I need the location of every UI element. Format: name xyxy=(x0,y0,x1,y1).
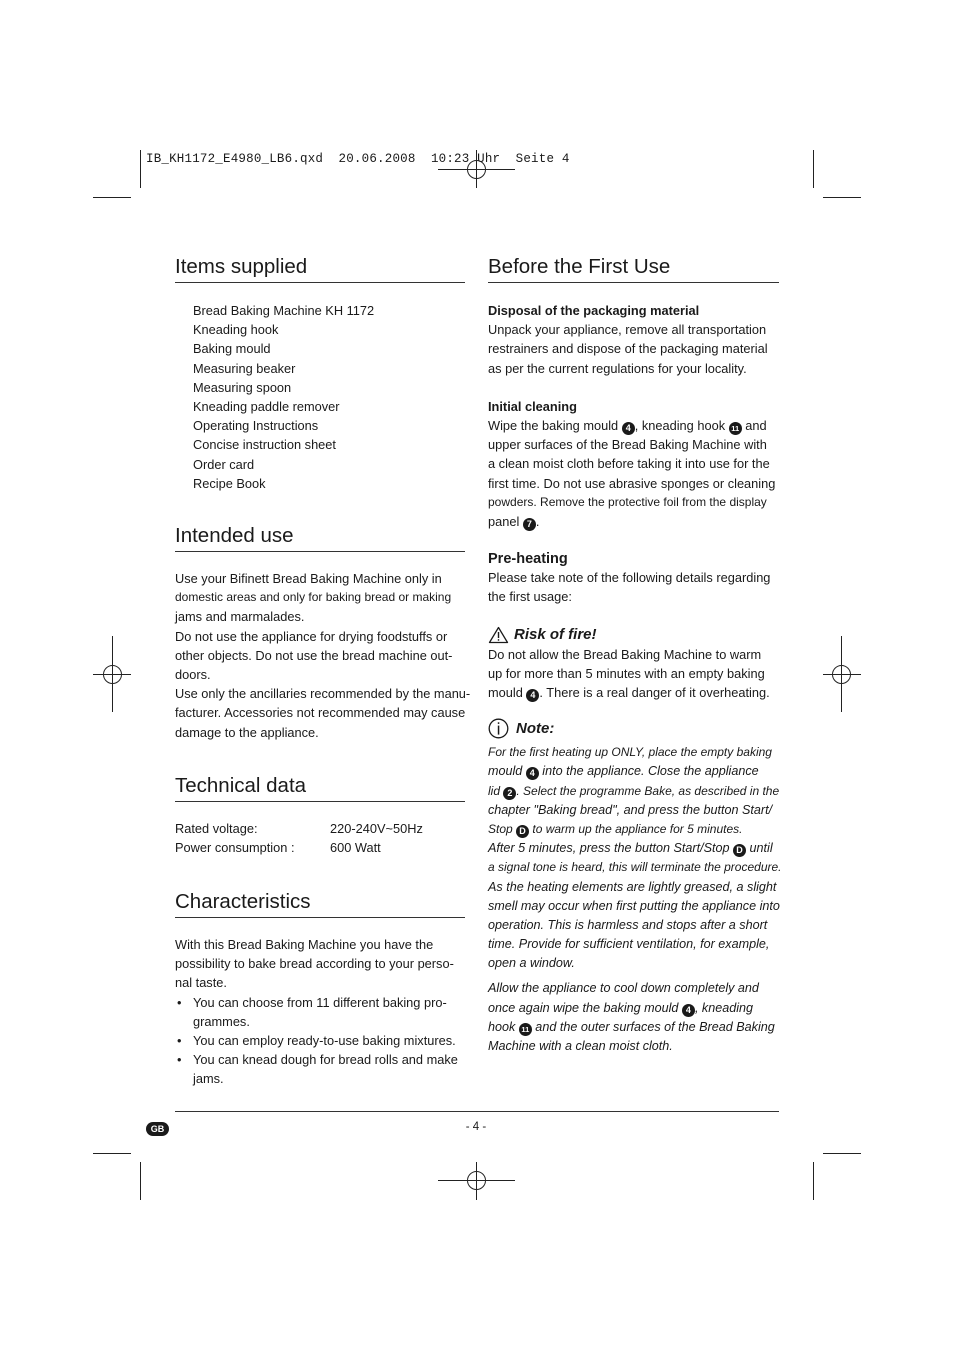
risk-heading-row xyxy=(488,625,779,645)
list-item: Measuring spoon xyxy=(193,379,292,395)
list-item: Measuring beaker xyxy=(193,360,296,376)
note-text xyxy=(488,744,782,1057)
start-stop-d-icon: D xyxy=(733,844,746,857)
characteristics-text xyxy=(175,935,465,1089)
start-stop-d-icon: D xyxy=(516,825,529,838)
bullet-continuation: grammes. xyxy=(193,1013,250,1029)
part-number-11-icon: 11 xyxy=(519,1023,532,1036)
text-line: operation. This is harmless and stops after a short xyxy=(488,917,768,932)
spec-label: Power consumption : xyxy=(175,840,295,856)
intended-use-title: Intended use xyxy=(175,523,465,552)
items-supplied-title: Items supplied xyxy=(175,254,465,283)
part-number-4-icon: 4 xyxy=(526,767,539,780)
note-block xyxy=(488,716,782,1057)
text-line: a clean moist cloth before taking it into use for the xyxy=(488,456,770,472)
text-line: nal taste. xyxy=(175,975,227,991)
print-slug: IB_KH1172_E4980_LB6.qxd 20.06.2008 10:23 Uhr Seite 4 xyxy=(146,152,570,166)
text-line: Unpack your appliance, remove all transportation xyxy=(488,322,767,338)
part-number-4-icon: 4 xyxy=(682,1004,695,1017)
text-line: lid 2 . Select the programme Bake, as described in the xyxy=(488,783,780,798)
text-line: With this Bread Baking Machine you have the xyxy=(175,937,434,952)
characteristics-title: Characteristics xyxy=(175,889,465,918)
text-line: facturer. Accessories not recommended may cause xyxy=(175,705,466,721)
note-heading-row xyxy=(488,716,779,740)
text-line: As the heating elements are lightly greased, a slight xyxy=(488,879,777,894)
text-line: smell may occur when first putting the appliance into xyxy=(488,898,780,913)
text-line: Allow the appliance to cool down completely and xyxy=(488,981,759,996)
text-line: jams and marmalades. xyxy=(175,609,305,625)
list-item: Kneading paddle remover xyxy=(193,398,340,414)
list-item: Concise instruction sheet xyxy=(193,437,336,453)
first-use-section xyxy=(488,254,782,1057)
bullet-continuation: jams. xyxy=(193,1071,224,1087)
disposal-block xyxy=(488,301,779,378)
text-line: first time. Do not use abrasive sponges or cleaning xyxy=(488,475,776,491)
items-list xyxy=(175,301,465,493)
text-line: up for more than 5 minutes with an empty baking xyxy=(488,665,765,681)
text-line: For the first heating up ONLY, place the empty baking xyxy=(488,745,772,760)
items-supplied-section xyxy=(175,254,465,493)
text-line: powders. Remove the protective foil from the display xyxy=(488,494,767,509)
text-line: mould 4 . There is a real danger of it overheating. xyxy=(488,685,770,700)
technical-data-title: Technical data xyxy=(175,773,465,802)
cleaning-heading: Initial cleaning xyxy=(488,398,577,414)
technical-data-section xyxy=(175,773,465,857)
text-line: open a window. xyxy=(488,956,575,971)
part-number-4-icon: 4 xyxy=(526,689,539,702)
spec-value: 600 Watt xyxy=(330,840,381,856)
bullet-item: • You can employ ready-to-use baking mixtures. xyxy=(175,1031,465,1050)
part-number-11-icon: 11 xyxy=(729,422,742,435)
text-line: Use only the ancillaries recommended by the manu- xyxy=(175,686,471,702)
text-line: damage to the appliance. xyxy=(175,724,319,740)
text-line: panel 7 . xyxy=(488,513,540,529)
text-line: once again wipe the baking mould 4 , kneading xyxy=(488,1000,754,1015)
text-line: Stop D to warm up the appliance for 5 minutes. xyxy=(488,821,743,836)
preheating-heading: Pre-heating xyxy=(488,551,568,568)
part-number-4-icon: 4 xyxy=(622,422,635,435)
page-number: - 4 - xyxy=(465,1121,487,1133)
text-line: Please take note of the following details regarding xyxy=(488,570,771,586)
text-line: the first usage: xyxy=(488,589,572,605)
table-row xyxy=(175,838,465,857)
text-line: restrainers and dispose of the packaging material xyxy=(488,341,768,357)
list-item: Bread Baking Machine KH 1172 xyxy=(193,303,375,318)
text-line: Wipe the baking mould 4 , kneading hook 11 and xyxy=(488,417,767,433)
spec-value: 220-240V~50Hz xyxy=(330,821,423,836)
risk-block xyxy=(488,625,779,703)
text-line: After 5 minutes, press the button Start/Stop D until xyxy=(488,841,773,856)
text-line: Do not use the appliance for drying foodstuffs or xyxy=(175,628,448,644)
list-item: Recipe Book xyxy=(193,475,266,491)
text-line: Use your Bifinett Bread Baking Machine only in xyxy=(175,571,442,586)
note-heading: Note: xyxy=(516,719,555,737)
footer-rule xyxy=(175,1111,779,1112)
info-icon xyxy=(488,718,509,739)
technical-data-table xyxy=(175,819,465,857)
spec-label: Rated voltage: xyxy=(175,821,258,836)
part-number-7-icon: 7 xyxy=(523,518,536,531)
intended-use-text xyxy=(175,569,471,742)
table-row xyxy=(175,819,465,838)
text-line: other objects. Do not use the bread machine out- xyxy=(175,647,453,663)
first-use-title: Before the First Use xyxy=(488,254,779,283)
cleaning-block xyxy=(488,397,779,531)
risk-heading: Risk of fire! xyxy=(514,626,597,644)
text-line: Do not allow the Bread Baking Machine to warm xyxy=(488,646,762,662)
text-line: a signal tone is heard, this will terminate the procedure. xyxy=(488,860,782,875)
text-line: domestic areas and only for baking bread or making xyxy=(175,590,452,605)
disposal-heading: Disposal of the packaging material xyxy=(488,303,700,318)
list-item: Operating Instructions xyxy=(193,418,319,434)
list-item: Kneading hook xyxy=(193,322,279,338)
text-line: Machine with a clean moist cloth. xyxy=(488,1039,673,1053)
text-line: as per the current regulations for your locality. xyxy=(488,360,747,376)
text-line: doors. xyxy=(175,666,211,682)
part-number-2-icon: 2 xyxy=(503,787,516,800)
text-line: time. Provide for sufficient ventilation, for example, xyxy=(488,937,770,952)
bullet-item: • You can knead dough for bread rolls and make xyxy=(175,1050,465,1069)
language-badge: GB xyxy=(146,1122,169,1136)
text-line: upper surfaces of the Bread Baking Machine with xyxy=(488,437,767,453)
text-line: possibility to bake bread according to your perso- xyxy=(175,956,454,972)
intended-use-section xyxy=(175,523,471,742)
preheating-block xyxy=(488,549,779,607)
characteristics-section xyxy=(175,889,465,1089)
text-line: mould 4 into the appliance. Close the appliance xyxy=(488,764,759,779)
warning-triangle-icon xyxy=(488,626,509,644)
text-line: hook 11 and the outer surfaces of the Bread Baking xyxy=(488,1019,775,1034)
list-item: Order card xyxy=(193,456,255,472)
bullet-item: • You can choose from 11 different baking pro- xyxy=(175,993,465,1012)
list-item: Baking mould xyxy=(193,341,271,357)
text-line: chapter "Baking bread", and press the button Start/ xyxy=(488,802,773,817)
